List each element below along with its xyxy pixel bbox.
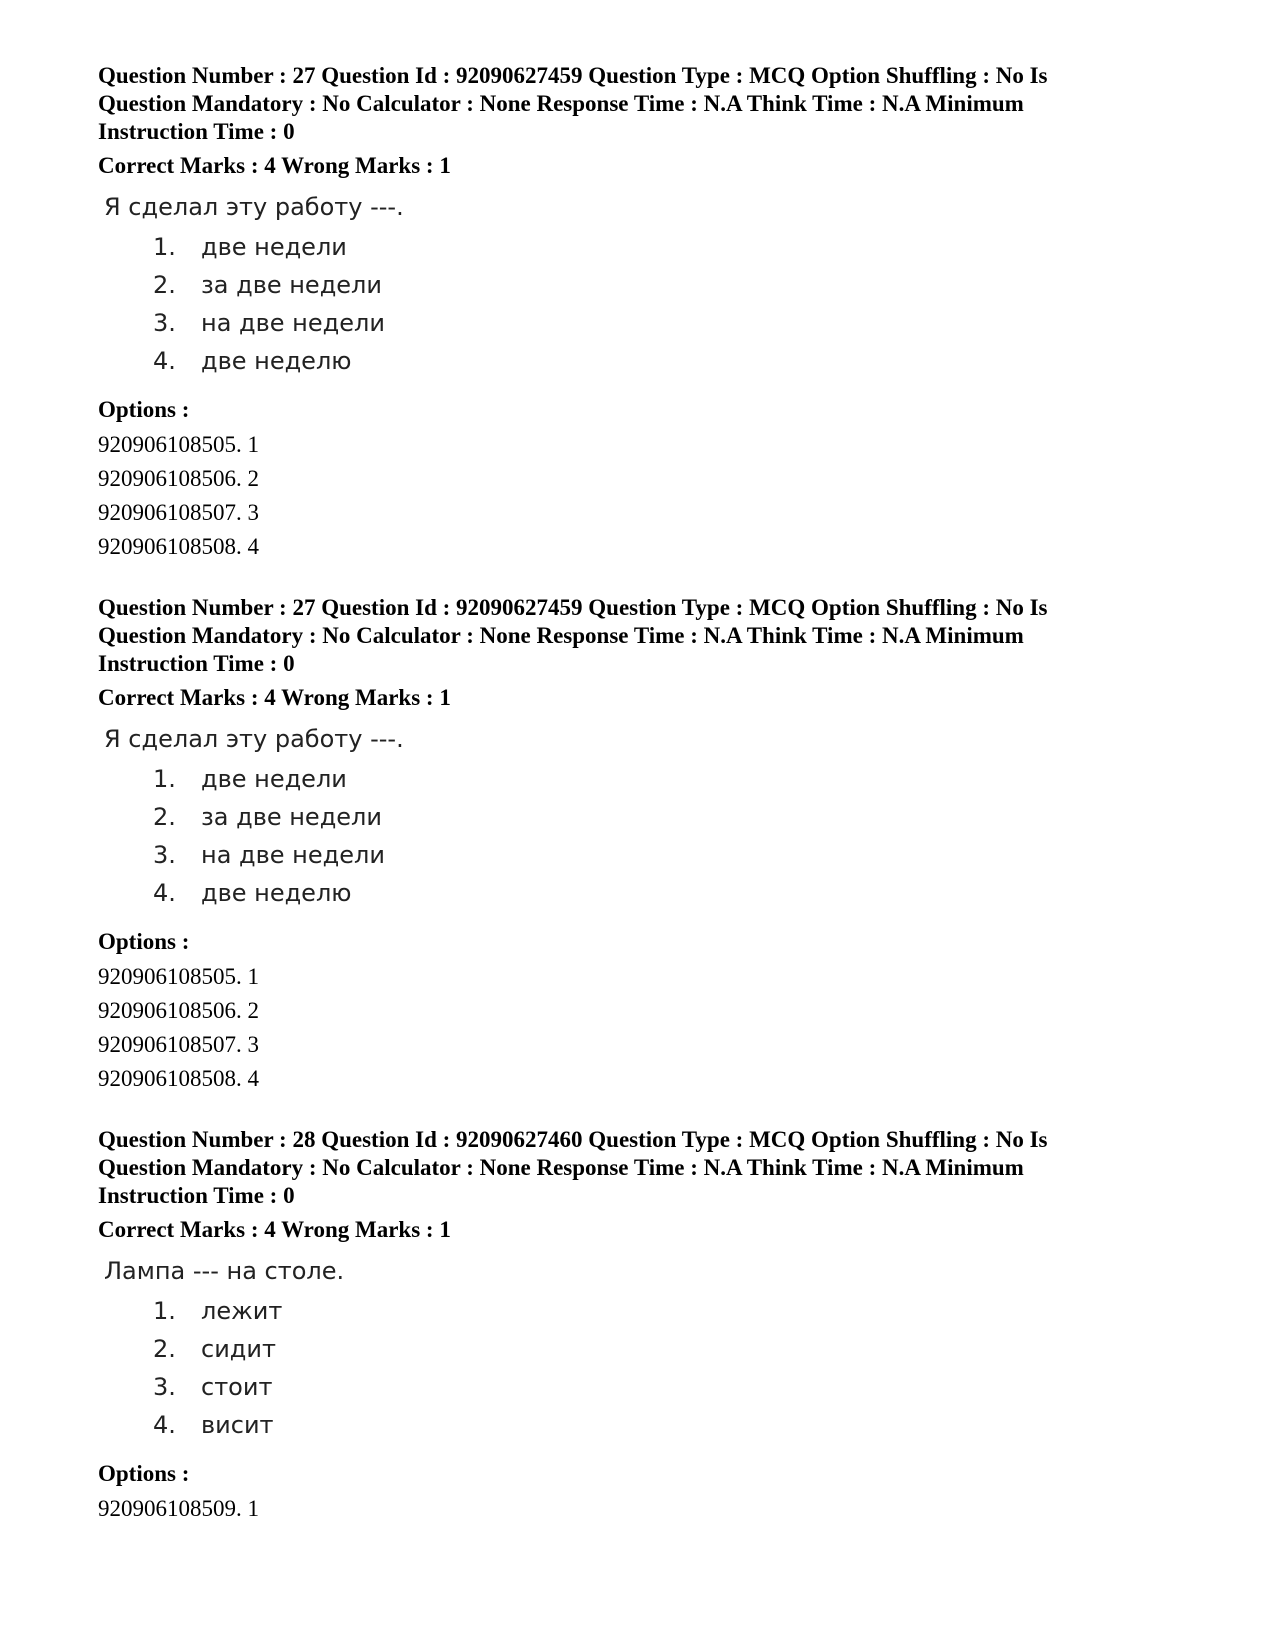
choice-item bbox=[104, 228, 1178, 266]
options-heading: Options : bbox=[98, 1461, 190, 1486]
question-marks: Correct Marks : 4 Wrong Marks : 1 bbox=[98, 685, 451, 710]
choice-item bbox=[104, 1330, 1178, 1368]
option-list bbox=[98, 1492, 1178, 1526]
choice-text: две неделю bbox=[201, 347, 352, 375]
question-prompt: Я сделал эту работу ---. bbox=[104, 725, 404, 753]
choice-item bbox=[104, 1292, 1178, 1330]
question-block bbox=[98, 62, 1178, 564]
question-meta-line: Instruction Time : 0 bbox=[98, 651, 295, 676]
question-marks: Correct Marks : 4 Wrong Marks : 1 bbox=[98, 153, 451, 178]
choice-item bbox=[104, 304, 1178, 342]
option-list bbox=[98, 428, 1178, 564]
question-marks: Correct Marks : 4 Wrong Marks : 1 bbox=[98, 1217, 451, 1242]
choice-text: на две недели bbox=[201, 841, 385, 869]
option-list bbox=[98, 960, 1178, 1096]
choice-text: сидит bbox=[201, 1335, 276, 1363]
options-heading: Options : bbox=[98, 929, 190, 954]
choice-text: две недели bbox=[201, 765, 347, 793]
choice-item bbox=[104, 836, 1178, 874]
question-image bbox=[104, 1256, 1178, 1444]
choice-number: 4. bbox=[153, 347, 176, 375]
choice-item bbox=[104, 1406, 1178, 1444]
option-item: 920906108508. 4 bbox=[98, 534, 259, 559]
question-meta-line: Question Number : 27 Question Id : 92090627459 Question Type : MCQ Option Shuffling : No Is bbox=[98, 595, 1048, 620]
choice-list bbox=[104, 228, 1178, 380]
option-item: 920906108507. 3 bbox=[98, 1032, 259, 1057]
choice-text: висит bbox=[201, 1411, 274, 1439]
choice-text: стоит bbox=[201, 1373, 273, 1401]
choice-number: 2. bbox=[153, 271, 176, 299]
question-meta-line: Question Number : 27 Question Id : 92090627459 Question Type : MCQ Option Shuffling : No Is bbox=[98, 63, 1048, 88]
choice-list bbox=[104, 1292, 1178, 1444]
choice-list bbox=[104, 760, 1178, 912]
choice-text: за две недели bbox=[201, 803, 382, 831]
question-image bbox=[104, 724, 1178, 912]
options-heading: Options : bbox=[98, 397, 190, 422]
question-prompt: Лампа --- на столе. bbox=[104, 1257, 345, 1285]
choice-item bbox=[104, 874, 1178, 912]
choice-text: две недели bbox=[201, 233, 347, 261]
question-prompt: Я сделал эту работу ---. bbox=[104, 193, 404, 221]
choice-number: 1. bbox=[153, 1297, 176, 1325]
choice-number: 2. bbox=[153, 803, 176, 831]
question-meta-line: Question Number : 28 Question Id : 92090627460 Question Type : MCQ Option Shuffling : No Is bbox=[98, 1127, 1048, 1152]
choice-text: на две недели bbox=[201, 309, 385, 337]
choice-item bbox=[104, 266, 1178, 304]
question-meta-line: Question Mandatory : No Calculator : None Response Time : N.A Think Time : N.A Minimum bbox=[98, 91, 1024, 116]
choice-item bbox=[104, 760, 1178, 798]
choice-number: 4. bbox=[153, 879, 176, 907]
choice-number: 3. bbox=[153, 309, 176, 337]
question-meta-line: Question Mandatory : No Calculator : None Response Time : N.A Think Time : N.A Minimum bbox=[98, 1155, 1024, 1180]
choice-text: за две недели bbox=[201, 271, 382, 299]
choice-number: 2. bbox=[153, 1335, 176, 1363]
choice-item bbox=[104, 342, 1178, 380]
option-item: 920906108505. 1 bbox=[98, 964, 259, 989]
question-meta-line: Question Mandatory : No Calculator : None Response Time : N.A Think Time : N.A Minimum bbox=[98, 623, 1024, 648]
choice-item bbox=[104, 1368, 1178, 1406]
choice-text: лежит bbox=[201, 1297, 283, 1325]
option-item: 920906108508. 4 bbox=[98, 1066, 259, 1091]
question-block bbox=[98, 1126, 1178, 1526]
question-meta-line: Instruction Time : 0 bbox=[98, 119, 295, 144]
option-item: 920906108509. 1 bbox=[98, 1496, 259, 1521]
choice-text: две неделю bbox=[201, 879, 352, 907]
choice-number: 1. bbox=[153, 233, 176, 261]
option-item: 920906108505. 1 bbox=[98, 432, 259, 457]
choice-number: 1. bbox=[153, 765, 176, 793]
question-meta-line: Instruction Time : 0 bbox=[98, 1183, 295, 1208]
choice-number: 3. bbox=[153, 841, 176, 869]
choice-item bbox=[104, 798, 1178, 836]
choice-number: 3. bbox=[153, 1373, 176, 1401]
choice-number: 4. bbox=[153, 1411, 176, 1439]
option-item: 920906108507. 3 bbox=[98, 500, 259, 525]
question-image bbox=[104, 192, 1178, 380]
question-block bbox=[98, 594, 1178, 1096]
option-item: 920906108506. 2 bbox=[98, 998, 259, 1023]
option-item: 920906108506. 2 bbox=[98, 466, 259, 491]
